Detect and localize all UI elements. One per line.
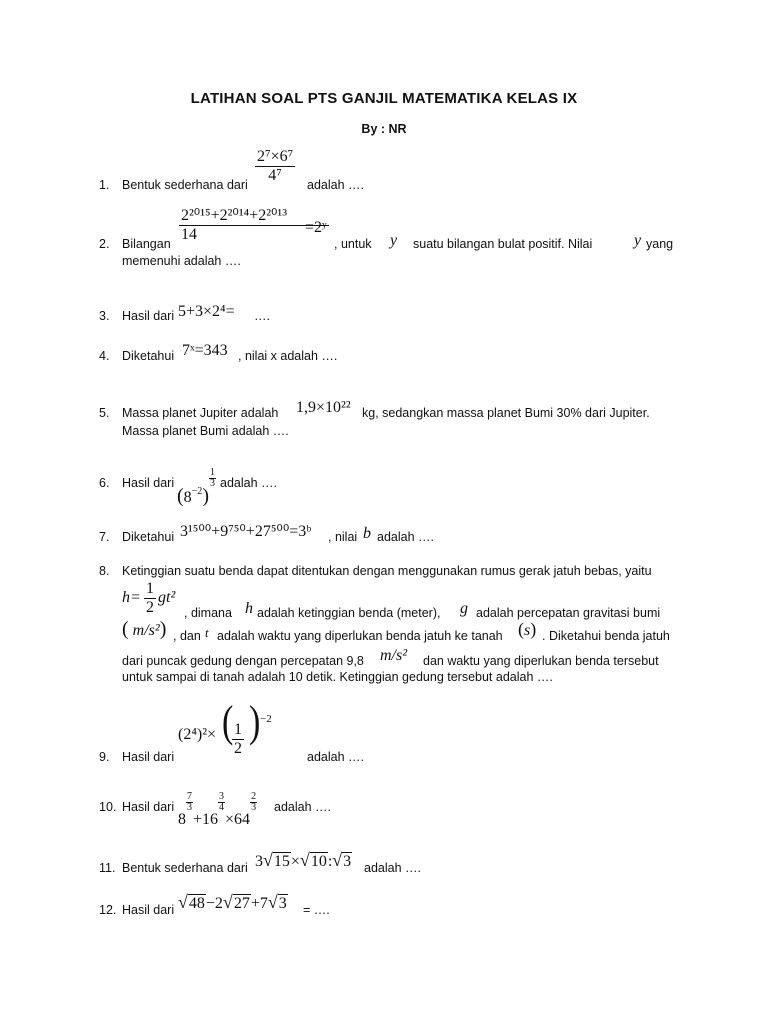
question-text: Bilangan — [122, 237, 171, 251]
question-text: Diketahui — [122, 349, 175, 363]
question-text: . Diketahui benda jatuh — [542, 629, 670, 643]
question-text: Massa planet Bumi adalah …. — [122, 424, 289, 438]
fraction-numerator: 1 — [146, 580, 154, 597]
radicand: 3 — [343, 853, 352, 870]
math-expression: 3¹⁵⁰⁰+9⁷⁵⁰+27⁵⁰⁰=3ᵇ — [180, 523, 312, 540]
question-text: dari puncak gedung dengan percepatan 9,8 — [122, 654, 364, 668]
fraction-denominator: 2 — [234, 740, 242, 757]
radicand: 15 — [273, 853, 290, 870]
formula-rhs: gt² — [158, 589, 176, 606]
question-text: Hasil dari — [122, 476, 175, 490]
math-expression: 5+3×2⁴= — [178, 303, 235, 320]
question-number: 3. — [99, 309, 110, 323]
question-text: suatu bilangan bulat positif. Nilai — [413, 237, 593, 251]
question-text: untuk sampai di tanah adalah 10 detik. Ketinggian gedung tersebut adalah …. — [122, 670, 553, 684]
question-text: adalah …. — [307, 178, 364, 192]
question-text: adalah …. — [307, 750, 364, 764]
exponent-numerator: 2 — [251, 791, 257, 802]
question-text: dan waktu yang diperlukan benda tersebut — [423, 654, 659, 668]
variable-y: y — [634, 232, 642, 249]
unit-expression: ( m/s²) — [122, 618, 167, 640]
question-text: adalah waktu yang diperlukan benda jatuh ke tanah — [217, 629, 503, 643]
variable-h: h — [245, 600, 253, 617]
question-text: adalah …. — [364, 861, 421, 875]
question-text: adalah …. — [220, 476, 277, 490]
parenthesized-fraction: ( $\frac{1}{2}$ ) −2 — [222, 698, 272, 757]
unit-s: (s) — [518, 619, 537, 639]
unit-expression: m/s² — [380, 647, 408, 664]
formula-fraction — [144, 580, 156, 617]
fraction-denominator: 2 — [146, 599, 154, 616]
unit: s — [524, 622, 531, 639]
radicand: 48 — [188, 895, 205, 912]
equation-rhs: =2ʸ — [305, 219, 327, 236]
question-text: , nilai — [328, 530, 358, 544]
question-number: 2. — [99, 237, 110, 251]
fraction-numerator: 2⁷×6⁷ — [257, 148, 294, 165]
question-text: Ketinggian suatu benda dapat ditentukan dengan menggunakan rumus gerak jatuh bebas, yaitu — [122, 564, 652, 578]
base: 8 — [183, 489, 192, 506]
term: 8 — [178, 811, 186, 828]
variable-b: b — [363, 525, 371, 542]
question-number: 10. — [99, 800, 117, 814]
question-text: Hasil dari — [122, 309, 175, 323]
question-text: adalah ketinggian benda (meter), — [257, 606, 441, 620]
question-number: 12. — [99, 903, 117, 917]
math-expression: 3√15×√10:√3 — [255, 850, 352, 870]
question-text: Hasil dari — [122, 903, 175, 917]
operator: +7 — [250, 895, 268, 912]
question-number: 8. — [99, 564, 110, 578]
question-text: kg, sedangkan massa planet Bumi 30% dari Jupiter. — [362, 406, 650, 420]
inner-exponent: −2 — [191, 486, 203, 497]
fraction-denominator: 4⁷ — [268, 167, 282, 184]
exponent-numerator: 3 — [219, 791, 225, 802]
exponent-denominator: 3 — [251, 802, 257, 813]
operator: −2 — [205, 895, 223, 912]
math-expression: 1,9×10²² — [296, 399, 351, 416]
coefficient: 3 — [255, 853, 263, 870]
question-text: Diketahui — [122, 530, 175, 544]
radicand: 27 — [233, 895, 250, 912]
math-expression — [178, 792, 257, 829]
question-text: adalah …. — [274, 800, 331, 814]
question-number: 1. — [99, 178, 110, 192]
variable-y: y — [390, 232, 398, 249]
question-text: Massa planet Jupiter adalah — [122, 406, 279, 420]
exponent-denominator: 3 — [209, 478, 215, 489]
power-expression: $(8^{-2})$ $\frac{1}{3}$ — [177, 467, 215, 507]
question-text: Bentuk sederhana dari — [122, 861, 248, 875]
question-text: , untuk — [334, 237, 372, 251]
question-text: , dan — [173, 629, 201, 643]
question-text: yang — [646, 237, 674, 251]
fraction-denominator: 14 — [181, 226, 197, 243]
term: +16 — [193, 811, 219, 828]
question-text: Hasil dari — [122, 800, 175, 814]
exponent-numerator: 7 — [187, 791, 192, 802]
variable-g: g — [460, 600, 468, 617]
author-byline: By : NR — [361, 122, 407, 136]
question-number: 7. — [99, 530, 110, 544]
question-text: , dimana — [184, 606, 232, 620]
question-text: …. — [254, 309, 270, 323]
outer-exponent: −2 — [260, 713, 272, 725]
question-number: 5. — [99, 406, 110, 420]
question-text: memenuhi adalah …. — [122, 254, 241, 268]
question-number: 9. — [99, 750, 110, 764]
operator: × — [290, 853, 300, 870]
exponent-denominator: 4 — [219, 802, 225, 813]
fraction-numerator: 1 — [234, 721, 242, 738]
radicand: 10 — [310, 853, 327, 870]
math-expression: 7ˣ=343 — [182, 342, 228, 359]
question-number: 4. — [99, 349, 110, 363]
unit: m/s² — [132, 622, 160, 639]
math-expression: (2⁴)²× — [178, 726, 217, 743]
question-number: 11. — [99, 861, 116, 875]
question-text: adalah percepatan gravitasi bumi — [476, 606, 661, 620]
outer-exponent — [209, 468, 216, 489]
fraction — [232, 721, 244, 758]
radicand: 3 — [278, 895, 287, 912]
variable-t: t — [205, 625, 209, 640]
exponent-numerator: 1 — [209, 467, 215, 478]
formula-lhs: h= — [122, 589, 141, 606]
question-text: Bentuk sederhana dari — [122, 178, 248, 192]
question-text: = …. — [303, 903, 330, 917]
exponent-denominator: 3 — [187, 802, 192, 813]
document-title: LATIHAN SOAL PTS GANJIL MATEMATIKA KELAS IX — [190, 90, 578, 107]
question-text: adalah …. — [377, 530, 434, 544]
fraction-expression — [255, 148, 295, 185]
math-expression: √48−2√27+7√3 — [178, 892, 287, 912]
fraction-numerator: 2²⁰¹⁵+2²⁰¹⁴+2²⁰¹³ — [179, 207, 329, 226]
question-text: Hasil dari — [122, 750, 175, 764]
question-text: , nilai x adalah …. — [238, 349, 338, 363]
operator: : — [327, 853, 333, 870]
question-number: 6. — [99, 476, 110, 490]
term: ×64 — [225, 811, 251, 828]
